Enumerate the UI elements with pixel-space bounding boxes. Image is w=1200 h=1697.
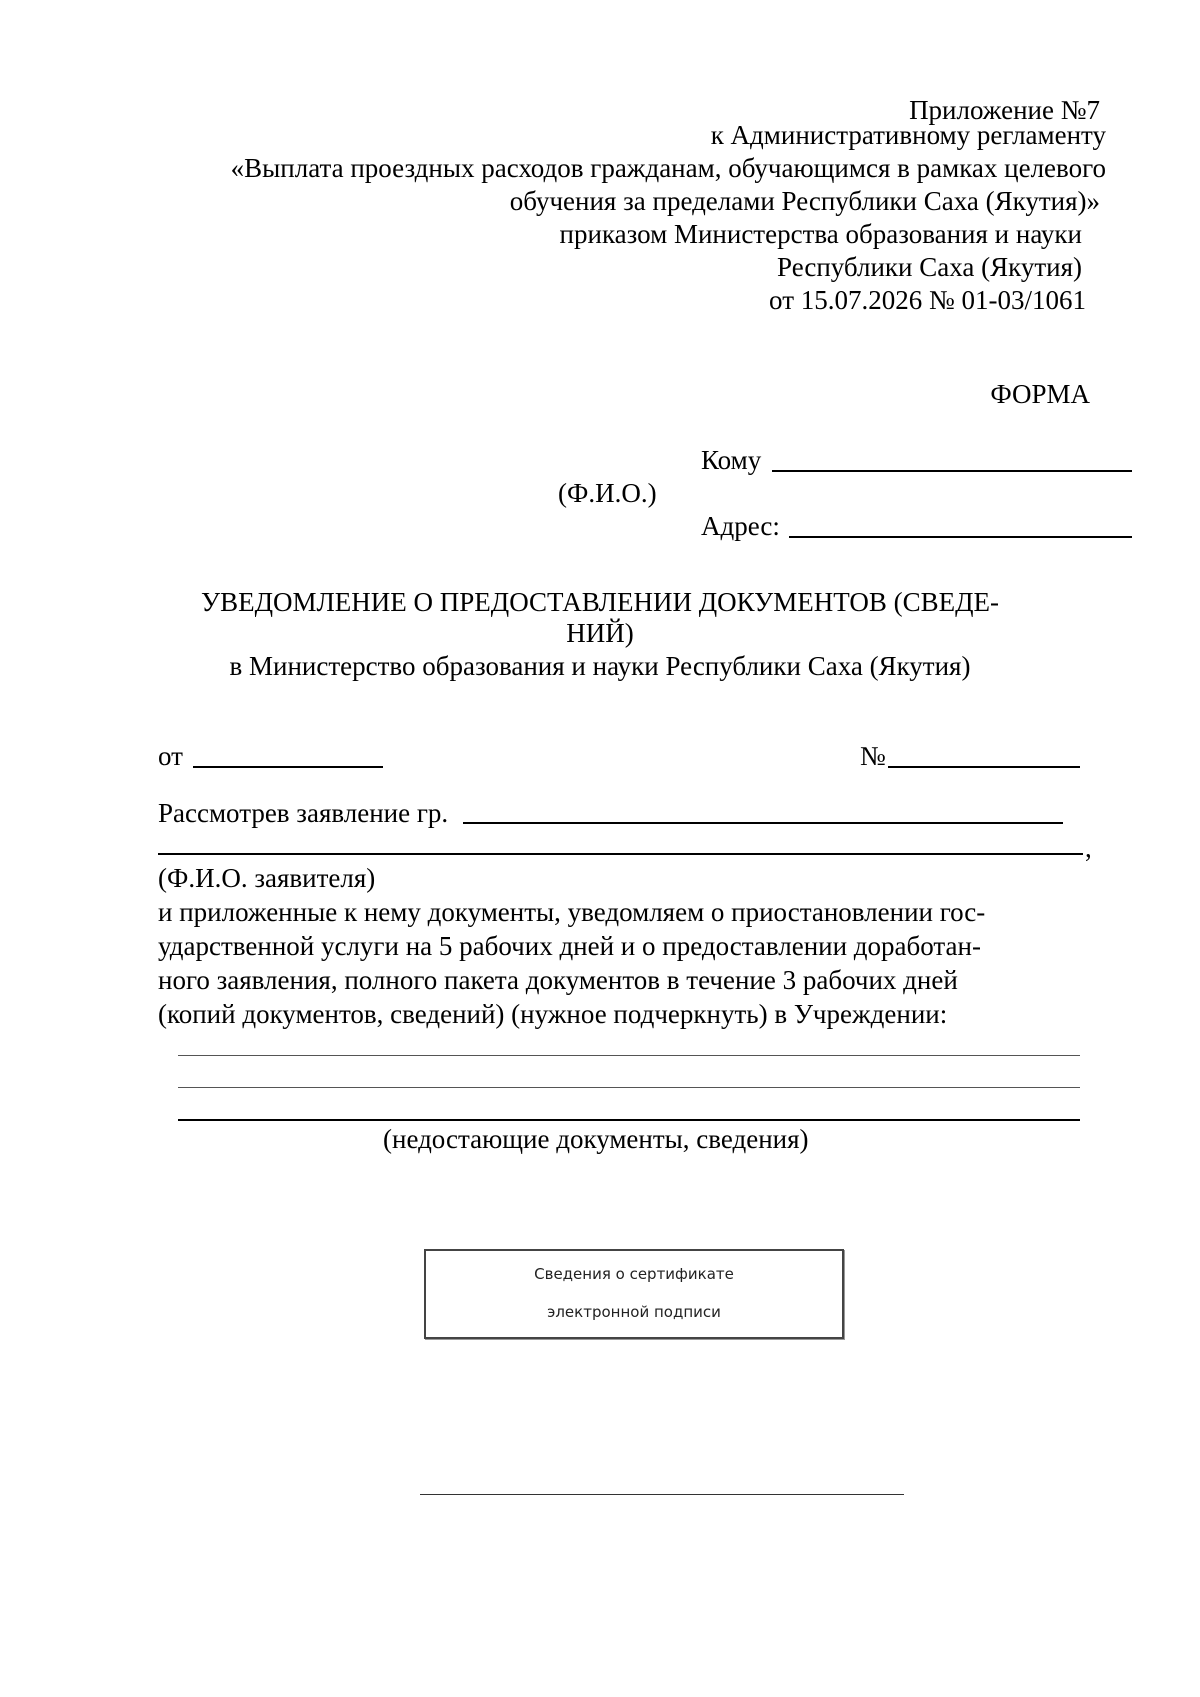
applicant-name-field[interactable] [463, 822, 1063, 824]
signature-box-line1: Сведения о сертификате [534, 1265, 734, 1283]
reviewed-label: Рассмотрев заявление гр. [158, 798, 449, 828]
signature-line[interactable] [420, 1494, 904, 1495]
missing-documents-line-3[interactable] [178, 1119, 1080, 1121]
to-field[interactable] [772, 470, 1132, 472]
missing-documents-caption: (недостающие документы, сведения) [383, 1124, 809, 1154]
signature-box-line2: электронной подписи [547, 1303, 721, 1321]
notice-paragraph-line2: ударственной услуги на 5 рабочих дней и о предоставлении доработан- [158, 931, 981, 961]
applicant-caption: (Ф.И.О. заявителя) [158, 863, 376, 893]
number-label: № [860, 741, 886, 771]
appendix-order-1: приказом Министерства образования и науки [559, 219, 1082, 249]
applicant-name-field-continued[interactable] [158, 853, 1083, 855]
signature-certificate-box [424, 1249, 844, 1339]
appendix-reference: к Административному регламенту [710, 120, 1106, 150]
missing-documents-line-1[interactable] [178, 1055, 1080, 1056]
appendix-regulation-name-1: «Выплата проездных расходов гражданам, обучающимся в рамках целевого [230, 153, 1106, 183]
notice-paragraph-line3: ного заявления, полного пакета документов в течение 3 рабочих дней [158, 965, 958, 995]
notice-title-line2: НИЙ) [566, 618, 634, 648]
address-field[interactable] [789, 536, 1132, 538]
appendix-order-2: Республики Саха (Якутия) [777, 252, 1082, 282]
notice-title-line1: УВЕДОМЛЕНИЕ О ПРЕДОСТАВЛЕНИИ ДОКУМЕНТОВ (СВЕДЕ- [200, 587, 1000, 617]
notice-paragraph-line4: (копий документов, сведений) (нужное подчеркнуть) в Учреждении: [158, 999, 948, 1029]
appendix-order-date: от 15.07.2026 № 01-03/1061 [769, 285, 1086, 315]
address-label: Адрес: [701, 511, 780, 541]
fio-caption: (Ф.И.О.) [558, 478, 657, 508]
appendix-number: Приложение №7 [909, 95, 1100, 125]
notice-title-line3: в Министерство образования и науки Республики Саха (Якутия) [229, 651, 971, 681]
date-field[interactable] [193, 766, 383, 768]
form-label: ФОРМА [990, 379, 1090, 409]
date-from-label: от [158, 741, 183, 771]
trailing-comma: , [1085, 833, 1092, 863]
missing-documents-line-2[interactable] [178, 1087, 1080, 1088]
number-field[interactable] [888, 766, 1080, 768]
notice-paragraph-line1: и приложенные к нему документы, уведомляем о приостановлении гос- [158, 897, 986, 927]
appendix-regulation-name-2: обучения за пределами Республики Саха (Якутия)» [509, 186, 1100, 216]
to-label: Кому [701, 445, 762, 475]
